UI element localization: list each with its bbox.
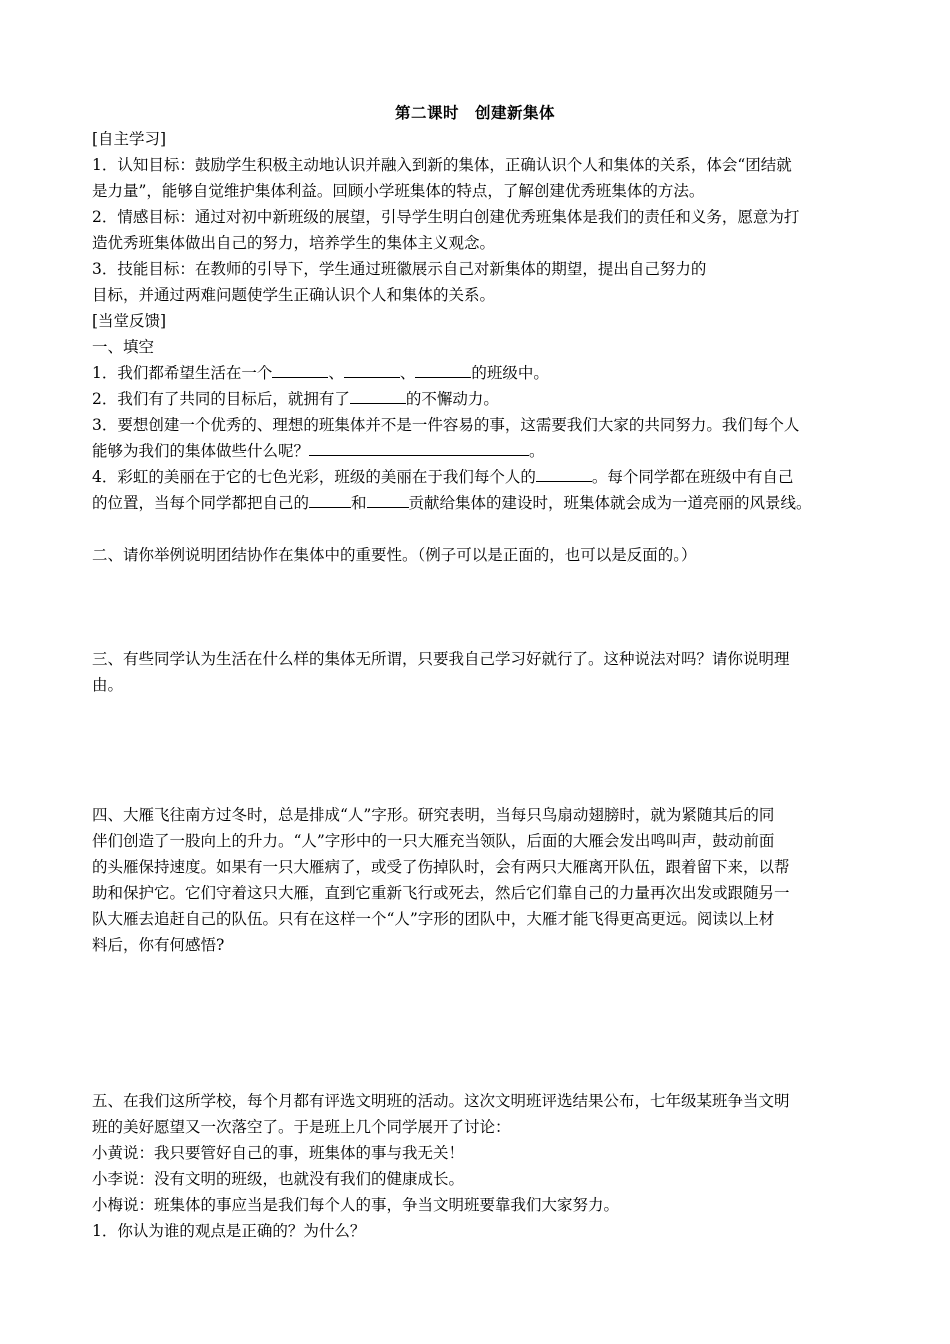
self-study-section [92, 126, 862, 308]
question-five-line-1: 五、在我们这所学校，每个月都有评选文明班的活动。这次文明班评选结果公布，七年级某班争当文明 [92, 1092, 790, 1110]
question-three-line-1: 三、有些同学认为生活在什么样的集体无所谓，只要我自己学习好就行了。这种说法对吗？请你说明理 [92, 650, 790, 668]
fill-question-3-line-2: 能够为我们的集体做些什么呢？ 。 [92, 438, 862, 464]
question-four-line-1: 四、大雁飞往南方过冬时，总是排成“人”字形。研究表明，当每只鸟扇动翅膀时，就为紧随其后的同 [92, 806, 775, 824]
skill-goal-line-2: 目标，并通过两难问题使学生正确认识个人和集体的关系。 [92, 286, 496, 304]
fill-in-section-title: 一、填空 [92, 338, 155, 356]
answer-blank[interactable] [344, 361, 400, 378]
question-four-line-3: 的头雁保持速度。如果有一只大雁病了，或受了伤掉队时，会有两只大雁离开队伍，跟着留下来，以帮 [92, 858, 790, 876]
cognitive-goal-line-2: 是力量”，能够自觉维护集体利益。回顾小学班集体的特点，了解创建优秀班集体的方法。 [92, 182, 705, 200]
student-mei-opinion: 小梅说：班集体的事应当是我们每个人的事，争当文明班要靠我们大家努力。 [92, 1196, 620, 1214]
page-title: 第二课时 创建新集体 [394, 104, 555, 122]
question-five-subquestion-1: 1．你认为谁的观点是正确的？为什么？ [92, 1222, 366, 1240]
student-huang-opinion: 小黄说：我只要管好自己的事，班集体的事与我无关！ [92, 1144, 465, 1162]
student-li-opinion: 小李说：没有文明的班级，也就没有我们的健康成长。 [92, 1170, 465, 1188]
question-four-line-5: 队大雁去追赶自己的队伍。只有在这样一个“人”字形的团队中，大雁才能飞得更高更远。阅读以上材 [92, 910, 775, 928]
question-four-line-6: 料后，你有何感悟? [92, 936, 225, 954]
question-five-line-2: 班的美好愿望又一次落空了。于是班上几个同学展开了讨论： [92, 1118, 511, 1136]
answer-blank[interactable] [309, 491, 351, 508]
question-five [92, 1088, 862, 1244]
question-four-line-4: 助和保护它。它们守着这只大雁，直到它重新飞行或死去，然后它们靠自己的力量再次出发或跟随另一 [92, 884, 790, 902]
fill-question-3-line-1: 3．要想创建一个优秀的、理想的班集体并不是一件容易的事，这需要我们大家的共同努力。我们每个人 [92, 416, 800, 434]
question-three-line-2: 由。 [92, 676, 124, 694]
fill-question-4-line-1: 4．彩虹的美丽在于它的七色光彩，班级的美丽在于我们每个人的 。每个同学都在班级中有自己 [92, 464, 862, 490]
question-four-line-2: 伴们创造了一股向上的升力。“人”字形中的一只大雁充当领队，后面的大雁会发出鸣叫声，鼓动前面 [92, 832, 775, 850]
answer-blank[interactable] [367, 491, 409, 508]
feedback-section [92, 308, 862, 516]
question-two-text: 二、请你举例说明团结协作在集体中的重要性。（例子可以是正面的，也可以是反面的。） [92, 546, 697, 564]
answer-blank[interactable] [350, 387, 406, 404]
fill-question-1: 1．我们都希望生活在一个 、 、 的班级中。 [92, 360, 862, 386]
emotional-goal-line-1: 2．情感目标：通过对初中新班级的展望，引导学生明白创建优秀班集体是我们的责任和义务，愿意为打 [92, 208, 800, 226]
feedback-header: [当堂反馈] [92, 312, 167, 330]
fill-question-4-line-2: 的位置，当每个同学都把自己的 和 贡献给集体的建设时，班集体就会成为一道亮丽的风景线。 [92, 490, 862, 516]
answer-blank[interactable] [415, 361, 471, 378]
question-four [92, 802, 862, 958]
answer-blank[interactable] [309, 439, 529, 456]
answer-blank[interactable] [272, 361, 328, 378]
fill-question-2: 2．我们有了共同的目标后，就拥有了 的不懈动力。 [92, 386, 862, 412]
answer-blank[interactable] [536, 465, 592, 482]
emotional-goal-line-2: 造优秀班集体做出自己的努力，培养学生的集体主义观念。 [92, 234, 496, 252]
question-three [92, 646, 862, 698]
cognitive-goal-line-1: 1．认知目标：鼓励学生积极主动地认识并融入到新的集体，正确认识个人和集体的关系，体会“团结就 [92, 156, 792, 174]
question-two [92, 542, 862, 568]
self-study-header: [自主学习] [92, 130, 167, 148]
skill-goal-line-1: 3．技能目标：在教师的引导下，学生通过班徽展示自己对新集体的期望，提出自己努力的 [92, 260, 707, 278]
